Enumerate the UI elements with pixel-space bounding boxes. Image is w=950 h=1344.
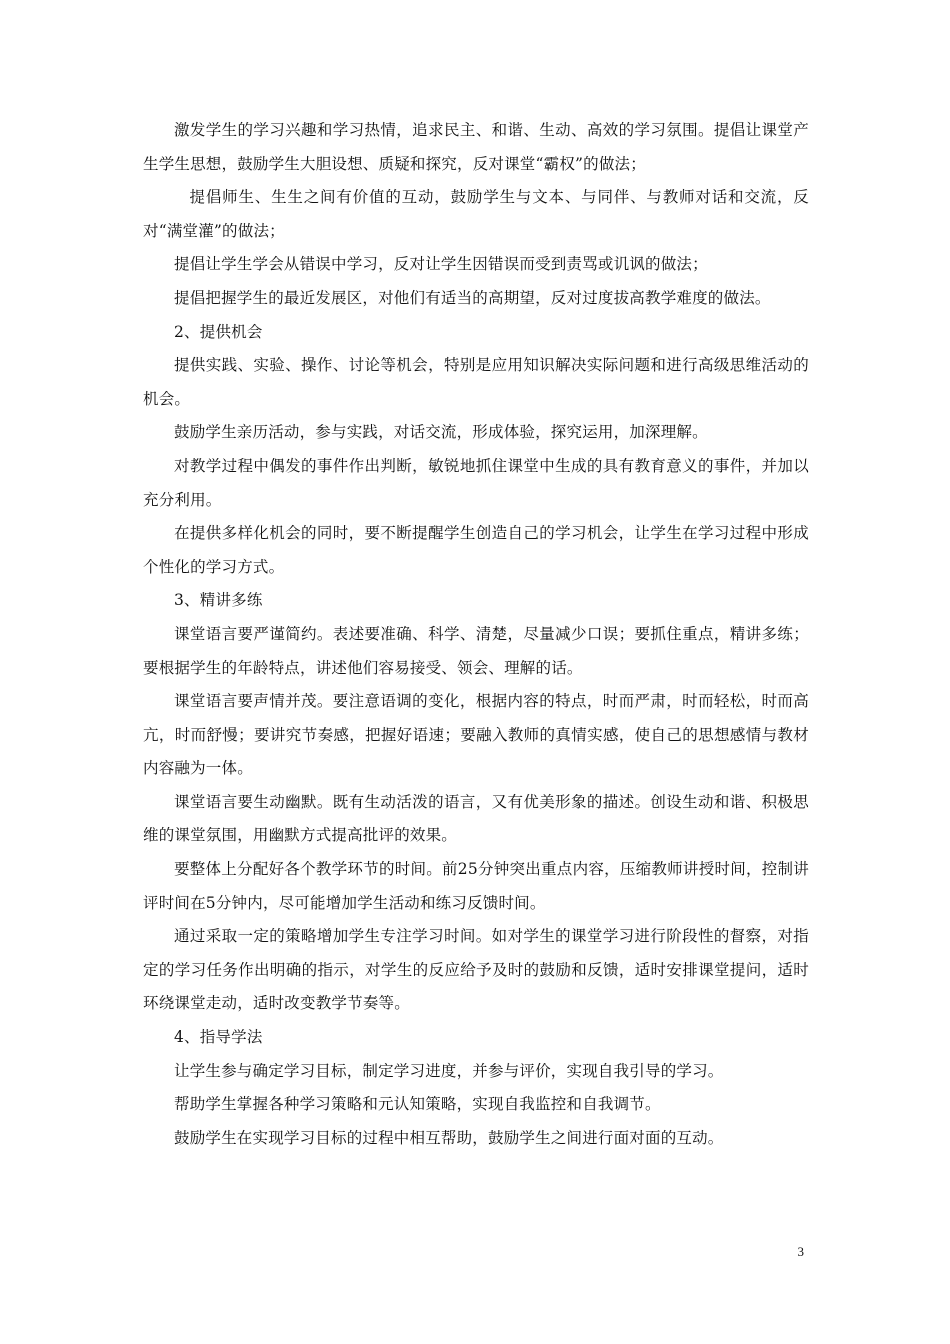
paragraph: 鼓励学生在实现学习目标的过程中相互帮助，鼓励学生之间进行面对面的互动。 [174, 1128, 724, 1147]
paragraph: 课堂语言要声情并茂。要注意语调的变化，根据内容的特点，时而严肃，时而轻松，时而高亢，时而舒慢；要讲究节奏感，把握好语速；要融入教师的真情实感，使自己的思想感情与教材内容融为一体。 [143, 692, 809, 778]
document-body [143, 114, 809, 1155]
paragraph: 对教学过程中偶发的事件作出判断，敏锐地抓住课堂中生成的具有教育意义的事件，并加以充分利用。 [143, 456, 809, 509]
section-heading: 4、指导学法 [174, 1028, 263, 1047]
paragraph: 课堂语言要生动幽默。既有生动活泼的语言，又有优美形象的描述。创设生动和谐、积极思维的课堂氛围，用幽默方式提高批评的效果。 [143, 792, 809, 845]
paragraph: 提倡师生、生生之间有价值的互动，鼓励学生与文本、与同伴、与教师对话和交流，反对“满堂灌”的做法； [143, 188, 809, 240]
paragraph: 提倡把握学生的最近发展区，对他们有适当的高期望，反对过度拔高教学难度的做法。 [174, 288, 771, 307]
paragraph: 提倡让学生学会从错误中学习，反对让学生因错误而受到责骂或讥讽的做法； [174, 255, 708, 274]
paragraph: 通过采取一定的策略增加学生专注学习时间。如对学生的课堂学习进行阶段性的督察，对指定的学习任务作出明确的指示，对学生的反应给予及时的鼓励和反馈，适时安排课堂提问，适时环绕课堂走动，适时改变教学节奏等。 [143, 927, 809, 1013]
paragraph: 在提供多样化机会的同时，要不断提醒学生创造自己的学习机会，让学生在学习过程中形成个性化的学习方式。 [143, 524, 809, 576]
section-heading: 3、精讲多练 [174, 591, 263, 610]
paragraph: 帮助学生掌握各种学习策略和元认知策略，实现自我监控和自我调节。 [174, 1095, 661, 1114]
page-number: 3 [797, 1244, 804, 1259]
paragraph: 让学生参与确定学习目标，制定学习进度，并参与评价，实现自我引导的学习。 [174, 1061, 724, 1080]
section-heading: 2、提供机会 [174, 322, 263, 341]
paragraph: 激发学生的学习兴趣和学习热情，追求民主、和谐、生动、高效的学习氛围。提倡让课堂产生学生思想，鼓励学生大胆设想、质疑和探究，反对课堂“霸权”的做法； [143, 121, 809, 173]
paragraph: 提供实践、实验、操作、讨论等机会，特别是应用知识解决实际问题和进行高级思维活动的机会。 [143, 356, 809, 408]
paragraph: 要整体上分配好各个教学环节的时间。前25分钟突出重点内容，压缩教师讲授时间，控制讲评时间在5分钟内，尽可能增加学生活动和练习反馈时间。 [143, 860, 809, 912]
paragraph: 课堂语言要严谨简约。表述要准确、科学、清楚，尽量减少口误；要抓住重点，精讲多练；要根据学生的年龄特点，讲述他们容易接受、领会、理解的话。 [143, 624, 809, 677]
paragraph: 鼓励学生亲历活动，参与实践，对话交流，形成体验，探究运用，加深理解。 [174, 423, 708, 442]
